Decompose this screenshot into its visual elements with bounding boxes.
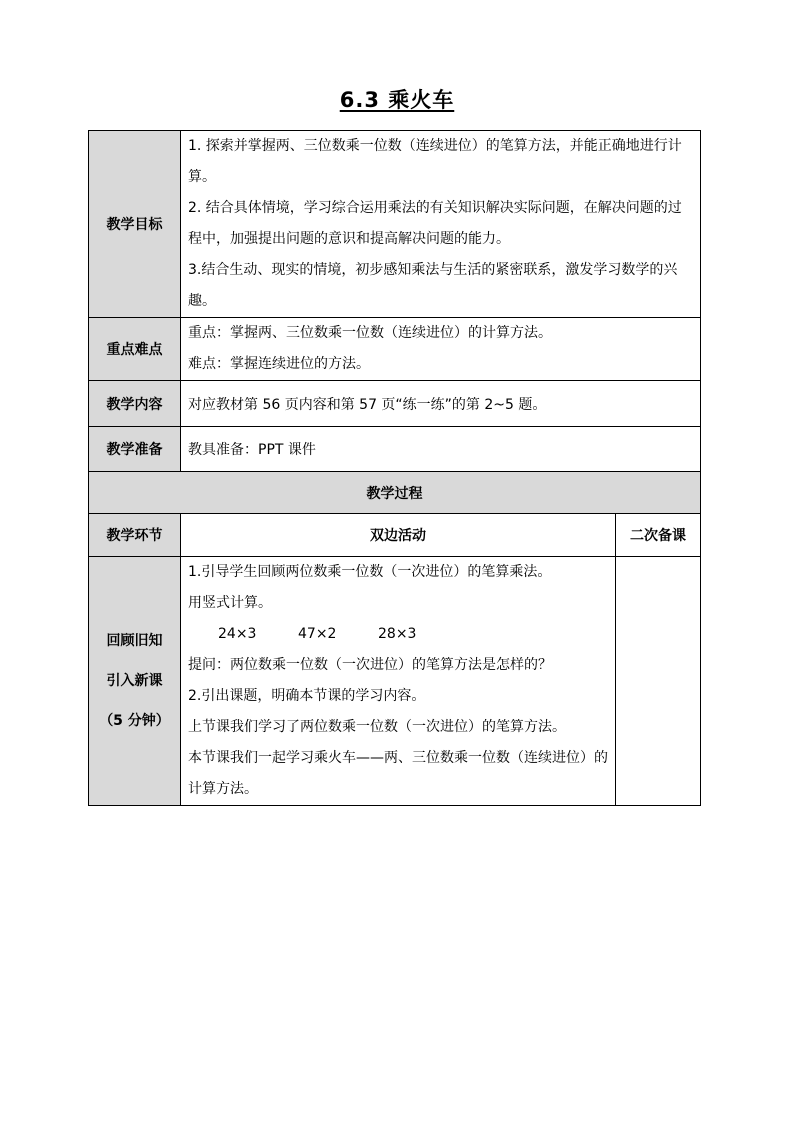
activity-line: 用竖式计算。 <box>188 595 272 611</box>
stage-label-line: 回顾旧知 <box>106 633 163 649</box>
activity-line: 1.引导学生回顾两位数乘一位数（一次进位）的笔算乘法。 <box>188 564 552 580</box>
goal-item: 1. 探索并掌握两、三位数乘一位数（连续进位）的笔算方法，并能正确地进行计算。 <box>188 138 682 185</box>
key-points-label: 重点难点 <box>89 318 181 381</box>
process-columns-row <box>89 514 701 557</box>
activity-line: 2.引出课题，明确本节课的学习内容。 <box>188 688 426 704</box>
activity-line: 本节课我们一起学习乘火车——两、三位数乘一位数（连续进位）的计算方法。 <box>188 750 608 797</box>
goals-content <box>181 131 701 318</box>
lesson-plan-table <box>88 130 701 806</box>
preparation-label: 教学准备 <box>89 427 181 472</box>
column-notes: 二次备课 <box>616 514 701 557</box>
content-text: 对应教材第 56 页内容和第 57 页“练一练”的第 2~5 题。 <box>181 381 701 427</box>
column-stage: 教学环节 <box>89 514 181 557</box>
key-point-item: 重点：掌握两、三位数乘一位数（连续进位）的计算方法。 <box>188 325 552 341</box>
process-heading-row <box>89 472 701 514</box>
key-points-content <box>181 318 701 381</box>
preparation-text: 教具准备：PPT 课件 <box>181 427 701 472</box>
content-row <box>89 381 701 427</box>
goal-item: 2. 结合具体情境，学习综合运用乘法的有关知识解决实际问题，在解决问题的过程中，加强提出问题的意识和提高解决问题的能力。 <box>188 200 682 247</box>
calculation: 47×2 <box>298 626 337 642</box>
stage-activity <box>181 557 616 806</box>
goals-row <box>89 131 701 318</box>
key-points-row <box>89 318 701 381</box>
calculation-list <box>188 619 608 650</box>
calculation: 28×3 <box>378 626 417 642</box>
key-point-item: 难点：掌握连续进位的方法。 <box>188 356 370 372</box>
calculation: 24×3 <box>218 626 257 642</box>
page-title: 6.3 乘火车 <box>339 88 455 112</box>
activity-line: 上节课我们学习了两位数乘一位数（一次进位）的笔算方法。 <box>188 719 566 735</box>
content-label: 教学内容 <box>89 381 181 427</box>
goals-label: 教学目标 <box>89 131 181 318</box>
stage-label <box>89 557 181 806</box>
goal-item: 3.结合生动、现实的情境，初步感知乘法与生活的紧密联系，激发学习数学的兴趣。 <box>188 262 678 309</box>
process-heading: 教学过程 <box>89 472 701 514</box>
stage-label-line: 引入新课 <box>106 673 163 689</box>
stage-row <box>89 557 701 806</box>
activity-line: 提问：两位数乘一位数（一次进位）的笔算方法是怎样的？ <box>188 657 552 673</box>
column-activity: 双边活动 <box>181 514 616 557</box>
stage-label-line: （5 分钟） <box>99 713 170 729</box>
preparation-row <box>89 427 701 472</box>
stage-notes <box>616 557 701 806</box>
